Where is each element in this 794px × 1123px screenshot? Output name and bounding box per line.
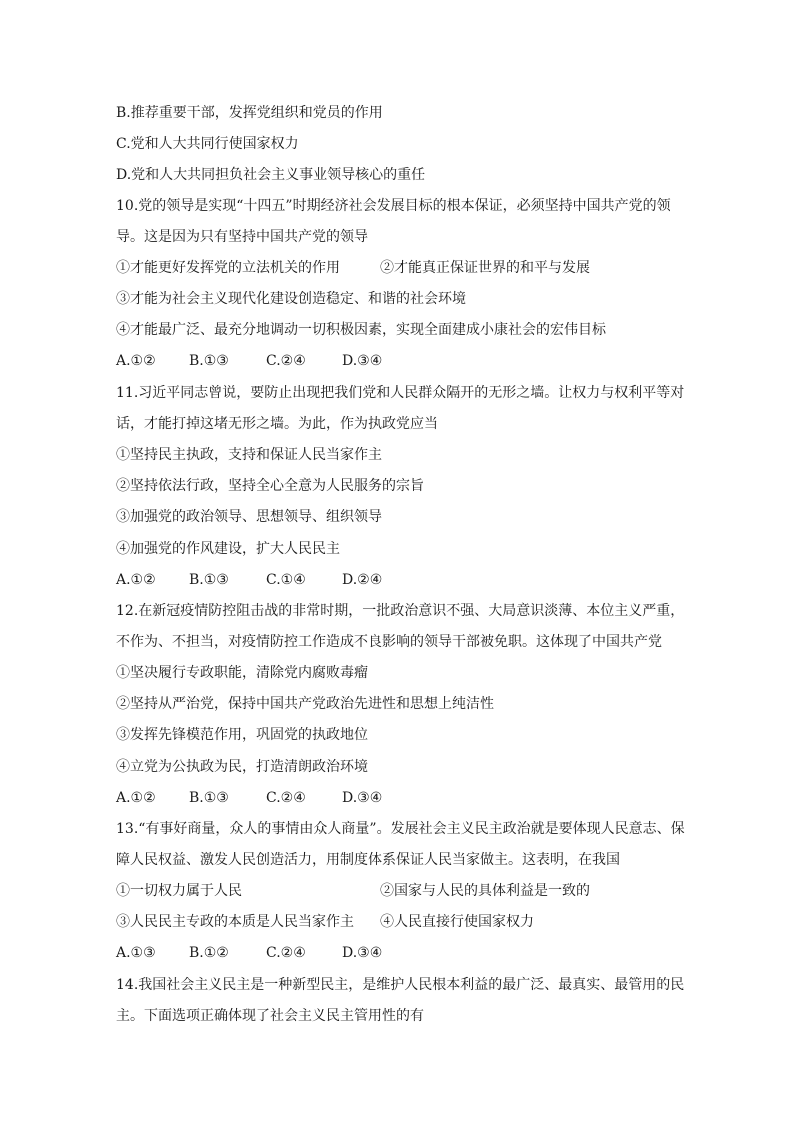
q11-choice-c: C.①④ [266, 572, 306, 588]
q14-stem-line-2: 主。下面选项正确体现了社会主义民主管用性的有 [116, 1008, 424, 1024]
q11-choice-d: D.②④ [342, 572, 383, 588]
q10-stem-line-1: 10.党的领导是实现“十四五”时期经济社会发展目标的根本保证，必须坚持中国共产党的领 [116, 198, 671, 214]
q11-choices [116, 571, 382, 589]
q13-option-3: ③人民民主专政的本质是人民当家作主 [116, 914, 354, 930]
q10-option-4: ④才能最广泛、最充分地调动一切积极因素，实现全面建成小康社会的宏伟目标 [116, 322, 606, 338]
q13-options-row-2 [116, 913, 534, 931]
q10-choice-d: D.③④ [342, 353, 383, 369]
q11-option-1: ①坚持民主执政，支持和保证人民当家作主 [116, 447, 382, 463]
q10-choice-b: B.①③ [189, 353, 229, 369]
q13-stem-line-2: 障人民权益、激发人民创造活力，用制度体系保证人民当家做主。这表明，在我国 [116, 852, 620, 868]
q10-option-3: ③才能为社会主义现代化建设创造稳定、和谐的社会环境 [116, 291, 466, 307]
q13-option-4: ④人民直接行使国家权力 [380, 914, 534, 930]
q11-choice-b: B.①③ [189, 572, 229, 588]
q12-choices [116, 789, 382, 807]
q12-stem-line-2: 不作为、不担当，对疫情防控工作造成不良影响的领导干部被免职。这体现了中国共产党 [116, 634, 662, 650]
q12-option-2: ②坚持从严治党，保持中国共产党政治先进性和思想上纯洁性 [116, 696, 494, 712]
q13-stem-line-1: 13.“有事好商量，众人的事情由众人商量”。发展社会主义民主政治就是要体现人民意志、保 [116, 821, 685, 837]
q12-option-1: ①坚决履行专政职能，清除党内腐败毒瘤 [116, 665, 368, 681]
q10-options-row-1 [116, 259, 590, 277]
q11-option-2: ②坚持依法行政，坚持全心全意为人民服务的宗旨 [116, 478, 424, 494]
q10-stem-line-2: 导。这是因为只有坚持中国共产党的领导 [116, 229, 368, 245]
q13-choice-b: B.①② [189, 945, 229, 961]
q13-choice-a: A.①③ [116, 945, 156, 961]
q10-option-2: ②才能真正保证世界的和平与发展 [380, 260, 590, 276]
q12-choice-b: B.①③ [189, 790, 229, 806]
q13-options-row-1 [116, 882, 590, 900]
q13-choice-c: C.②④ [266, 945, 306, 961]
q13-option-2: ②国家与人民的具体利益是一致的 [380, 883, 590, 899]
q13-choice-d: D.③④ [342, 945, 383, 961]
q14-stem-line-1: 14.我国社会主义民主是一种新型民主，是维护人民根本利益的最广泛、最真实、最管用的民 [116, 977, 685, 993]
q11-stem-line-1: 11.习近平同志曾说，要防止出现把我们党和人民群众隔开的无形之墙。让权力与权利平等对 [116, 385, 685, 401]
q10-choices [116, 352, 382, 370]
q9-option-d: D.党和人大共同担负社会主义事业领导核心的重任 [116, 167, 426, 183]
q12-option-4: ④立党为公执政为民，打造清朗政治环境 [116, 759, 368, 775]
q9-option-b: B.推荐重要干部，发挥党组织和党员的作用 [116, 105, 383, 121]
q12-choice-d: D.③④ [342, 790, 383, 806]
q13-option-1: ①一切权力属于人民 [116, 883, 242, 899]
q10-choice-c: C.②④ [266, 353, 306, 369]
q11-choice-a: A.①② [116, 572, 156, 588]
q12-choice-a: A.①② [116, 790, 156, 806]
q12-stem-line-1: 12.在新冠疫情防控阻击战的非常时期，一批政治意识不强、大局意识淡薄、本位主义严重， [116, 603, 685, 619]
q10-option-1: ①才能更好发挥党的立法机关的作用 [116, 260, 340, 276]
q11-option-3: ③加强党的政治领导、思想领导、组织领导 [116, 509, 382, 525]
q12-option-3: ③发挥先锋模范作用，巩固党的执政地位 [116, 727, 368, 743]
q11-option-4: ④加强党的作风建设，扩大人民民主 [116, 541, 340, 557]
q10-choice-a: A.①② [116, 353, 156, 369]
q13-choices [116, 944, 382, 962]
q9-option-c: C.党和人大共同行使国家权力 [116, 136, 299, 152]
q12-choice-c: C.②④ [266, 790, 306, 806]
q11-stem-line-2: 话，才能打掉这堵无形之墙。为此，作为执政党应当 [116, 416, 438, 432]
